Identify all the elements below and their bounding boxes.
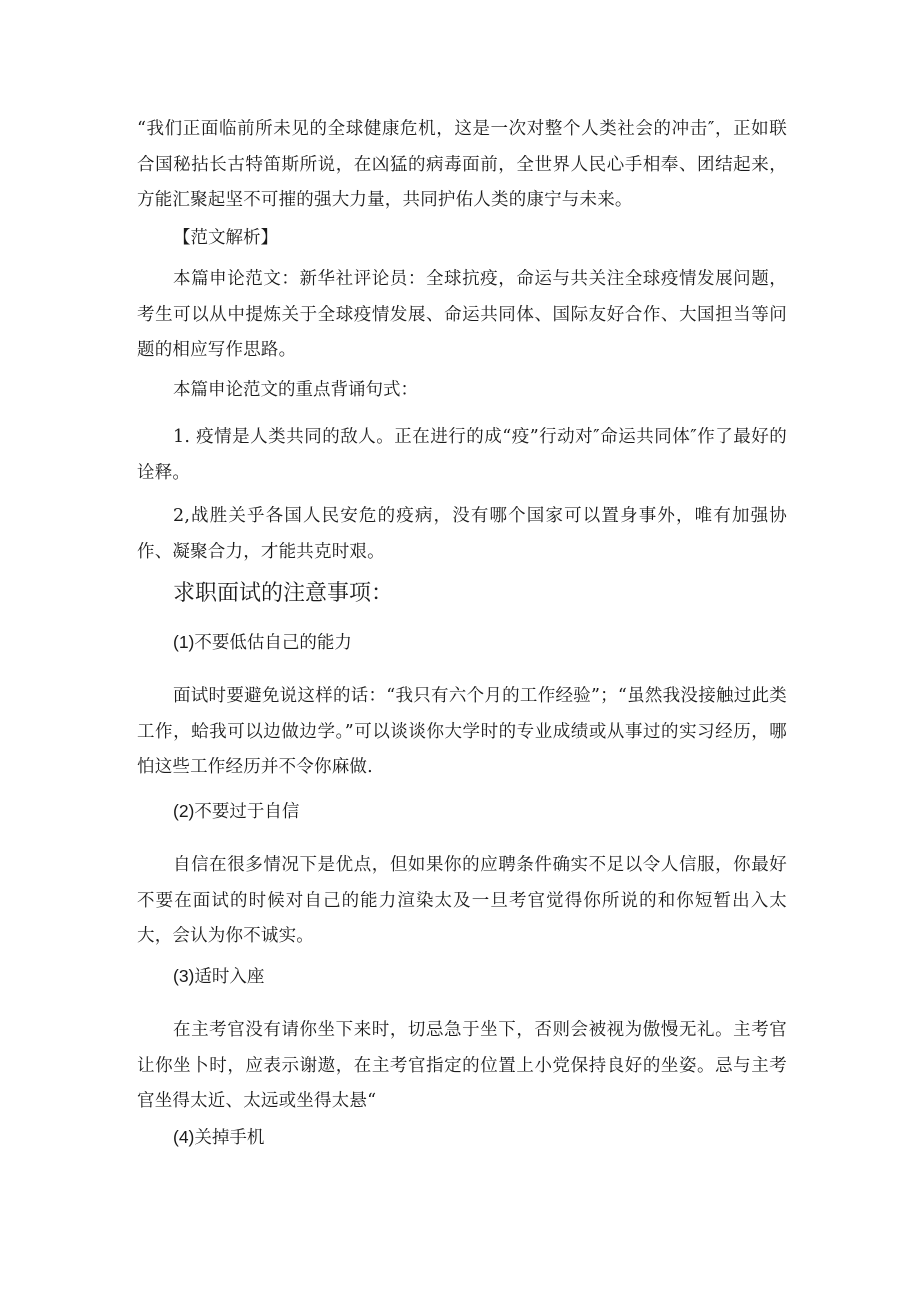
key-sentences-intro: 本篇申论范文的重点背诵句式：	[173, 380, 418, 400]
tip3-body: 在主考官没有请你坐下来时，切忌急于坐下，否则会被视为傲慢无礼。主考官让你坐卜时，应表示谢遨，在主考官指定的位置上小党保持良好的坐姿。忌与主考官坐得太近、太远或坐得太悬“	[137, 1020, 787, 1111]
tip1-body: 面试时要避免说这样的话：“我只有六个月的工作经验”；“虽然我没接触过此类工作，蛤我可以边做边学。”可以谈谈你大学时的专业成绩或从事过的实习经历，哪怕这些工作经历并不令你麻做.	[137, 686, 787, 777]
intro-paragraph: “我们正面临前所未见的全球健康危机，这是一次对整个人类社会的冲击″，正如联合国秘拈长古特笛斯所说，在凶猛的病毒面前，全世界人民心手相奉、团结起来，方能汇聚起坚不可摧的强大力量，共同护佑人类的康宁与未来。	[137, 119, 787, 210]
interview-heading: 求职面试的注意事项：	[173, 581, 394, 606]
tip2-body: 自信在很多情况下是优点，但如果你的应聘条件确实不足以令人信服，你最好不要在面试的时候对自己的能力渲染太及一旦考官觉得你所说的和你短暂出入太大，会认为你不诚实。	[137, 855, 787, 946]
key-sentence-2: 2,战胜关乎各国人民安危的疫病，没有哪个国家可以置身事外，唯有加强协作、凝聚合力，才能共克时艰。	[137, 506, 787, 562]
analysis-label: 【范文解析】	[173, 228, 278, 248]
analysis-paragraph: 本篇申论范文：新华社评论员：全球抗疫，命运与共关注全球疫情发展问题，考生可以从中提炼关于全球疫情发展、命运共同体、国际友好合作、大国担当等问题的相应写作思路。	[137, 269, 787, 360]
tip3-title: (3)适时入座	[173, 966, 265, 986]
tip4-title: (4)关掉手机	[173, 1127, 265, 1147]
key-sentence-1: 1. 疫情是人类共同的敌人。正在进行的成“疫”行动对″命运共同体″作了最好的诠释。	[137, 427, 787, 483]
tip2-title: (2)不要过于自信	[173, 801, 300, 821]
tip1-title: (1)不要低估自己的能力	[173, 632, 352, 652]
